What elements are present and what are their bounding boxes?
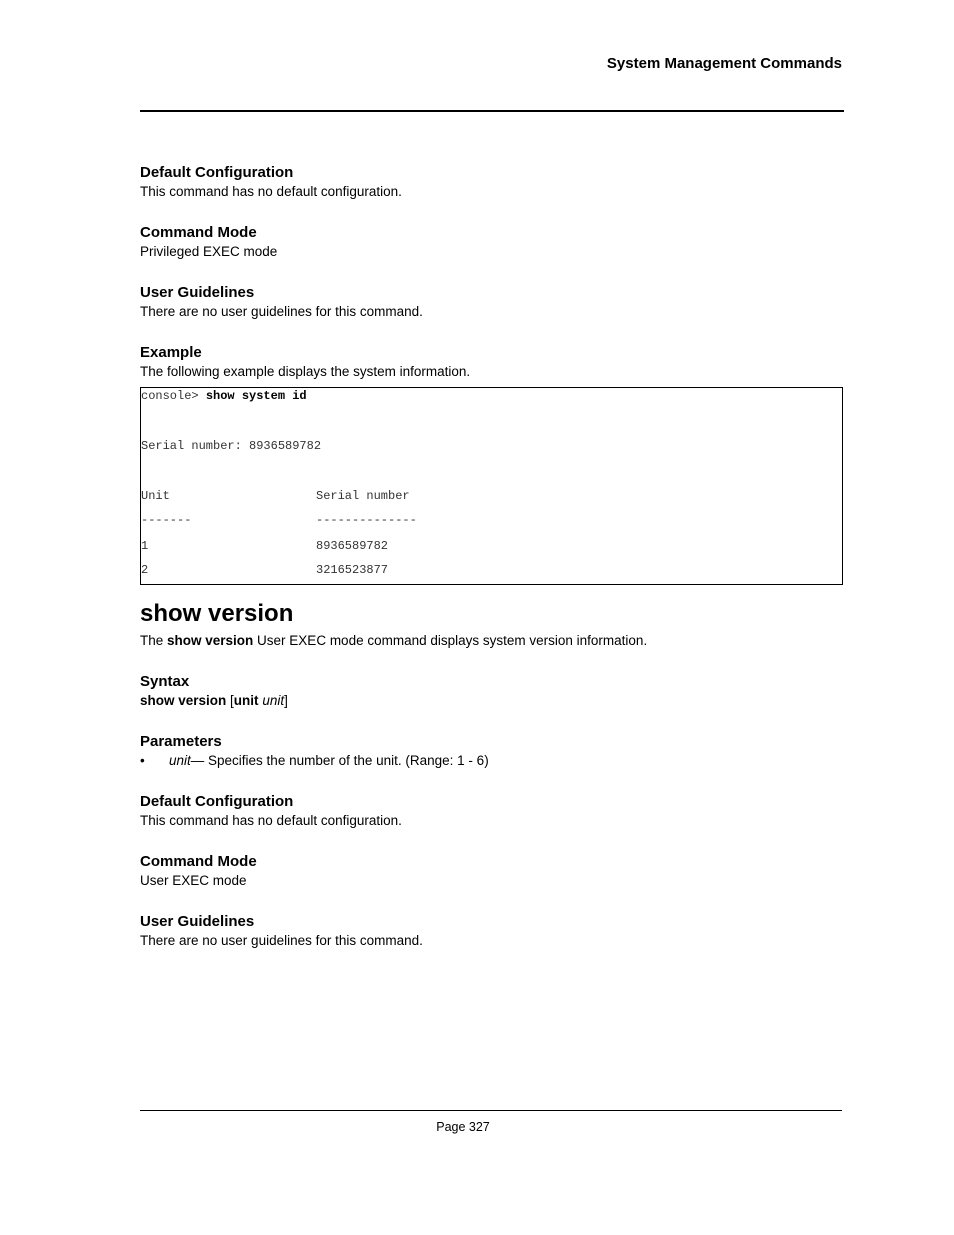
prev-command-mode-section xyxy=(140,223,843,261)
code-serial-rule: -------------- xyxy=(316,513,417,527)
section-heading: Default Configuration xyxy=(140,164,294,181)
parameter-item xyxy=(140,751,843,770)
code-command-line xyxy=(141,389,307,403)
code-serial-header: Serial number xyxy=(316,489,410,503)
section-body: The following example displays the system information. xyxy=(140,364,471,379)
section-body: There are no user guidelines for this command. xyxy=(140,933,423,948)
section-heading: User Guidelines xyxy=(140,913,255,930)
syntax-bracket: [ xyxy=(226,693,234,708)
prev-default-config-section xyxy=(140,163,843,201)
intro-text: User EXEC mode command displays system version information. xyxy=(253,633,648,648)
page-number: Page 327 xyxy=(436,1120,490,1134)
page-content xyxy=(140,163,843,972)
page-header-title: System Management Commands xyxy=(606,55,842,72)
intro-text: The xyxy=(140,633,168,648)
bullet-icon: • xyxy=(140,753,145,768)
code-command: show system id xyxy=(205,389,307,403)
command-mode-section xyxy=(140,852,843,890)
code-unit-value: 1 xyxy=(141,539,149,553)
section-body: User EXEC mode xyxy=(140,873,247,888)
parameter-name: unit xyxy=(169,753,191,768)
section-body: This command has no default configuration. xyxy=(140,184,402,199)
syntax-keyword: unit xyxy=(233,693,259,708)
intro-command: show version xyxy=(167,633,254,648)
section-body: There are no user guidelines for this command. xyxy=(140,304,423,319)
code-table-row xyxy=(141,539,389,553)
code-unit-value: 2 xyxy=(141,563,149,577)
code-serial-line: Serial number: 8936589782 xyxy=(141,439,322,453)
section-heading: Command Mode xyxy=(140,224,257,241)
command-title: show version xyxy=(140,600,294,627)
syntax-bracket: ] xyxy=(284,693,288,708)
syntax-argument: unit xyxy=(262,693,285,708)
intro-paragraph xyxy=(140,631,843,650)
syntax-line xyxy=(140,691,843,710)
section-heading: Example xyxy=(140,344,202,361)
parameters-section xyxy=(140,732,843,770)
header-divider xyxy=(140,110,844,112)
section-heading: Syntax xyxy=(140,673,190,690)
code-unit-header: Unit xyxy=(141,489,170,503)
example-code-block xyxy=(140,387,843,585)
section-heading: User Guidelines xyxy=(140,284,255,301)
footer-divider xyxy=(140,1110,842,1111)
section-heading: Default Configuration xyxy=(140,793,294,810)
section-body: This command has no default configuration. xyxy=(140,813,402,828)
parameter-description: — Specifies the number of the unit. (Range: 1 - 6) xyxy=(190,753,489,768)
code-serial-value: 3216523877 xyxy=(316,563,389,577)
code-table-row xyxy=(141,563,389,577)
command-intro xyxy=(140,631,843,650)
user-guidelines-section xyxy=(140,912,843,950)
code-unit-rule: ------- xyxy=(141,513,192,527)
prev-example-section xyxy=(140,343,843,381)
code-prompt: console> xyxy=(141,389,206,403)
section-body: Privileged EXEC mode xyxy=(140,244,278,259)
syntax-command: show version xyxy=(140,693,227,708)
code-table-header xyxy=(141,489,410,503)
syntax-section xyxy=(140,672,843,710)
default-config-section xyxy=(140,792,843,830)
prev-user-guidelines-section xyxy=(140,283,843,321)
code-table-rule xyxy=(141,513,417,527)
code-serial-value: 8936589782 xyxy=(316,539,389,553)
section-heading: Parameters xyxy=(140,733,222,750)
section-heading: Command Mode xyxy=(140,853,257,870)
